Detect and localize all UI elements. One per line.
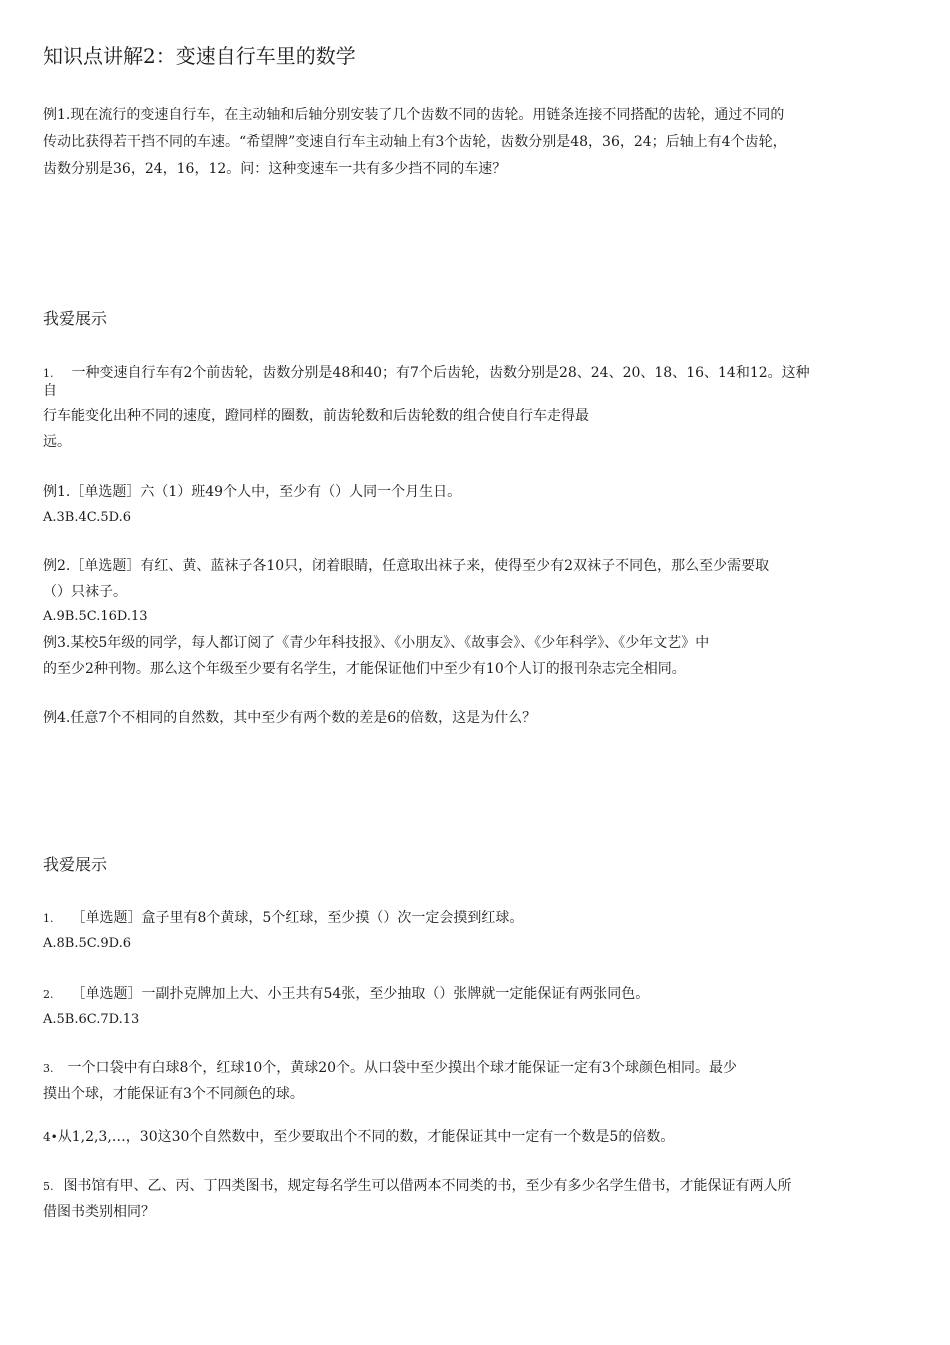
- s1-q1-line-4: 远。: [43, 434, 71, 450]
- s2-q4-text: 从1,2,3,…，30这30个自然数中，至少要取出个不同的数，才能保证其中一定有一个数是5的倍数。: [57, 1129, 675, 1145]
- s2-question-1: [43, 909, 523, 928]
- s2-q4-number: 4•: [43, 1130, 58, 1144]
- s2-q5-number: 5.: [43, 1180, 54, 1193]
- s2-q3-number: 3.: [43, 1062, 54, 1075]
- s2-question-4: [43, 1128, 674, 1146]
- s2-question-3: [43, 1059, 737, 1078]
- s2-q2-number: 2.: [43, 988, 54, 1001]
- intro-example-line-1: 例1.现在流行的变速自行车，在主动轴和后轴分别安装了几个齿数不同的齿轮。用链条连接不同搭配的齿轮，通过不同的: [43, 107, 785, 123]
- page-title: 知识点讲解2：变速自行车里的数学: [43, 44, 356, 68]
- s2-q1-number: 1.: [43, 912, 54, 925]
- section-heading-1: 我爱展示: [43, 309, 108, 328]
- s2-q3-line-1: 一个口袋中有白球8个，红球10个，黄球20个。从口袋中至少摸出个球才能保证一定有3个球颜色相同。最少: [67, 1060, 737, 1076]
- s2-q5-line-1: 图书馆有甲、乙、丙、丁四类图书，规定每名学生可以借两本不同类的书，至少有多少名学生借书，才能保证有两人所: [63, 1178, 792, 1194]
- s2-q1-text: ［单选题］盒子里有8个黄球，5个红球，至少摸（）次一定会摸到红球。: [71, 910, 524, 926]
- intro-example-line-2: 传动比获得若干挡不同的车速。“希望牌”变速自行车主动轴上有3个齿轮，齿数分别是48，36，24；后轴上有4个齿轮，: [43, 134, 787, 150]
- example-2-text-2: （）只袜子。: [43, 584, 127, 600]
- s1-q1-line-1: 一种变速自行车有2个前齿轮，齿数分别是48和40；有7个后齿轮，齿数分别是28、24、20、18、16、14和12。这种: [71, 365, 810, 381]
- section-heading-2: 我爱展示: [43, 855, 108, 874]
- example-1-text: 例1.［单选题］六（1）班49个人中，至少有（）人同一个月生日。: [43, 484, 462, 500]
- s1-question-1: [43, 364, 810, 383]
- s2-q2-options: A.5B.6C.7D.13: [43, 1012, 140, 1027]
- example-4-text: 例4.任意7个不相同的自然数，其中至少有两个数的差是6的倍数，这是为什么？: [43, 710, 537, 726]
- example-1-options: A.3B.4C.5D.6: [43, 510, 131, 525]
- s1-q1-number: 1.: [43, 367, 54, 380]
- s2-question-5: [43, 1177, 792, 1196]
- s2-q3-line-2: 摸出个球，才能保证有3个不同颜色的球。: [43, 1086, 304, 1102]
- example-2-options: A.9B.5C.16D.13: [43, 609, 148, 624]
- intro-example-line-3: 齿数分别是36，24，16，12。问：这种变速车一共有多少挡不同的车速？: [43, 161, 507, 177]
- s2-question-2: [43, 985, 649, 1004]
- s2-q5-line-2: 借图书类别相同？: [43, 1204, 155, 1220]
- s1-q1-line-3: 行车能变化出种不同的速度，蹬同样的圈数，前齿轮数和后齿轮数的组合使自行车走得最: [43, 408, 589, 424]
- example-2-text: 例2.［单选题］有红、黄、蓝袜子各10只，闭着眼睛，任意取出袜子来，使得至少有2双袜子不同色，那么至少需要取: [43, 558, 770, 574]
- s2-q1-options: A.8B.5C.9D.6: [43, 936, 131, 951]
- example-3-line-1: 例3.某校5年级的同学，每人都订阅了《青少年科技报》、《小朋友》、《故事会》、《少年科学》、《少年文艺》中: [43, 635, 710, 651]
- s1-q1-line-2: 自: [43, 383, 57, 399]
- example-3-line-2: 的至少2种刊物。那么这个年级至少要有名学生，才能保证他们中至少有10个人订的报刊杂志完全相同。: [43, 661, 686, 677]
- s2-q2-text: ［单选题］一副扑克牌加上大、小王共有54张，至少抽取（）张牌就一定能保证有两张同色。: [71, 986, 650, 1002]
